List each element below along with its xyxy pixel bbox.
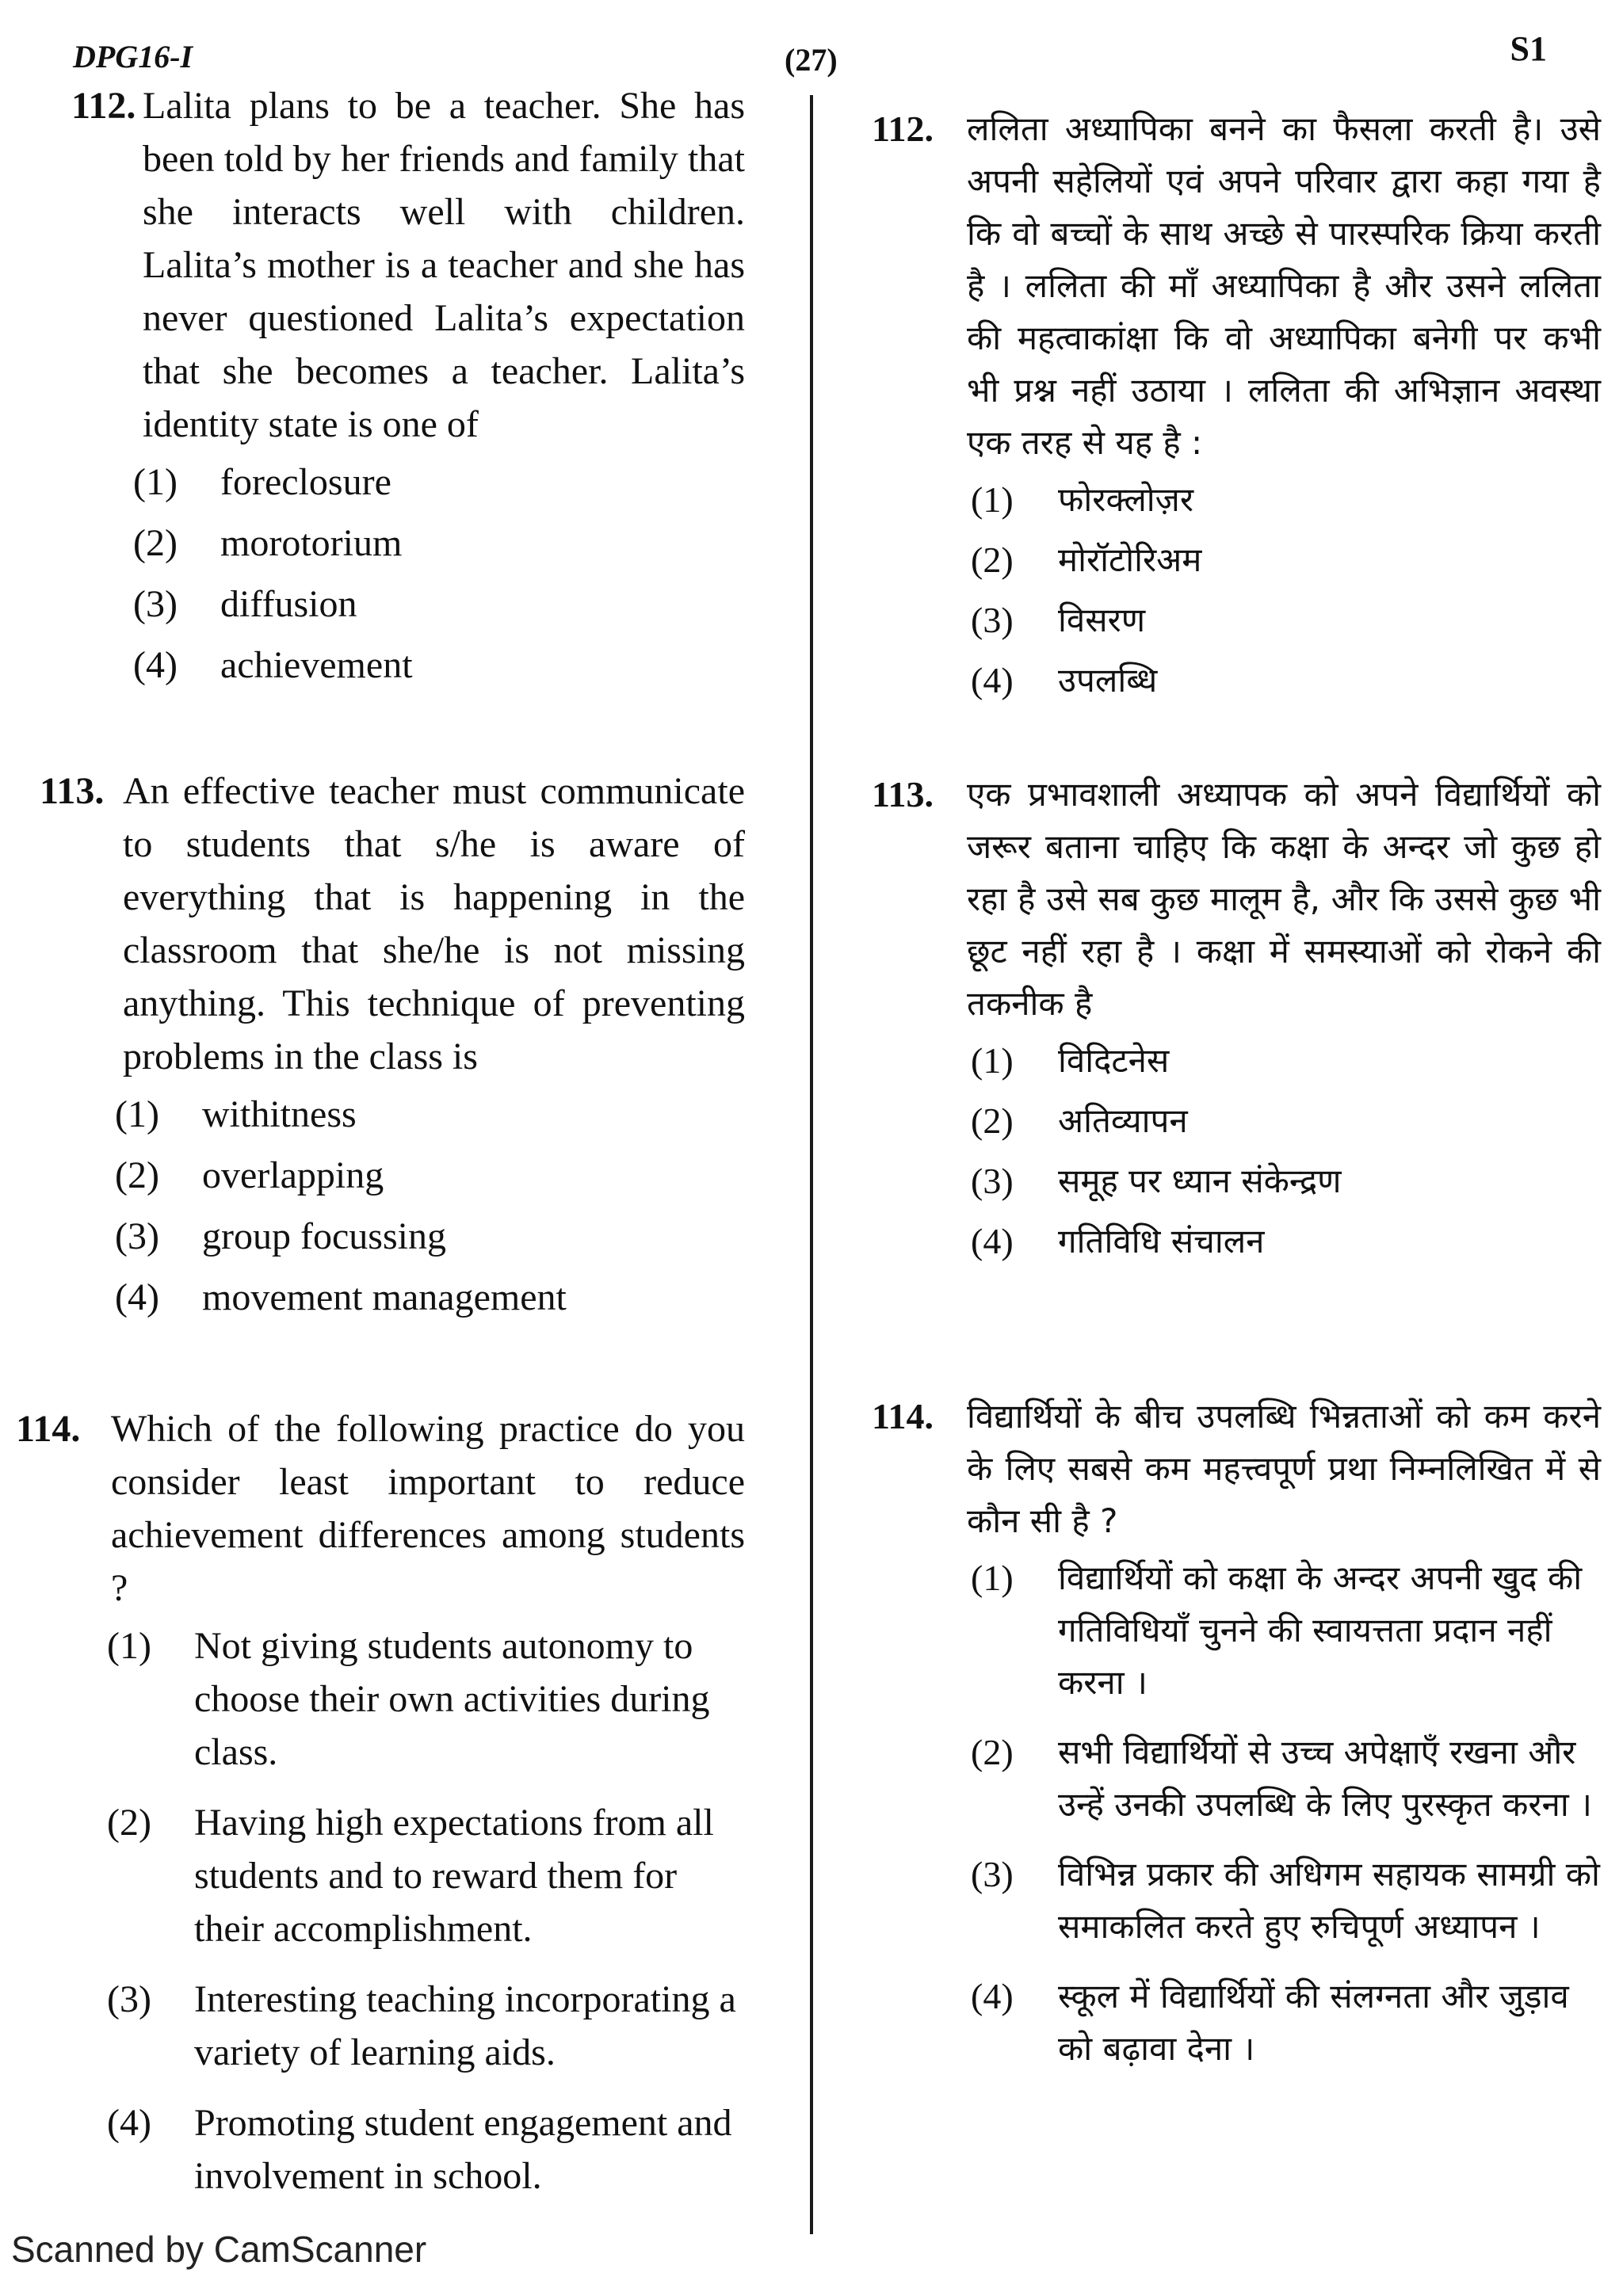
option-number: (4)	[133, 644, 178, 686]
option-text: group focussing	[202, 1215, 446, 1257]
option-4	[115, 1271, 745, 1324]
option-text: फोरक्लोज़र	[1058, 480, 1194, 519]
scanner-watermark: Scanned by CamScanner	[11, 2229, 427, 2270]
options-list	[115, 1088, 745, 1324]
option-3	[971, 1848, 1601, 1953]
option-text: गतिविधि संचालन	[1058, 1222, 1265, 1261]
question-112-en	[32, 79, 745, 700]
option-2	[971, 1095, 1601, 1147]
option-number: (4)	[107, 2102, 151, 2144]
question-112-hi	[872, 103, 1601, 715]
option-text: विभिन्न प्रकार की अधिगम सहायक सामग्री को समाकलित करते हुए रुचिपूर्ण अध्यापन ।	[1058, 1855, 1600, 1946]
set-code: S1	[1510, 29, 1547, 68]
question-number: 112.	[872, 109, 934, 149]
option-4	[971, 654, 1601, 707]
options-list	[133, 456, 745, 692]
option-number: (2)	[971, 540, 1014, 580]
option-number: (3)	[115, 1215, 159, 1257]
option-text: उपलब्धि	[1058, 661, 1158, 700]
option-number: (3)	[971, 600, 1014, 640]
option-1	[107, 1619, 745, 1779]
option-2	[133, 517, 745, 570]
paper-code: DPG16-I	[73, 39, 193, 74]
option-text: अतिव्यापन	[1058, 1101, 1188, 1140]
option-text: Having high expectations from all students and to reward them for their accomplishment.	[194, 1802, 714, 1950]
option-4	[971, 1215, 1601, 1268]
option-text: Promoting student engagement and involvement in school.	[194, 2102, 732, 2197]
option-2	[107, 1796, 745, 1955]
option-number: (1)	[971, 1558, 1014, 1598]
question-number: 114.	[16, 1408, 81, 1450]
question-text: ललिता अध्यापिका बनने का फैसला करती है। उसे अपनी सहेलियों एवं अपने परिवार द्वारा कहा गया है कि वो बच्चों के साथ अच्छे से पारस्परिक क्रिया करती है । ललिता की माँ अध्यापिका है और उसने ललिता की महत्वाकांक्षा कि वो अध्यापिका बनेगी पर कभी भी प्रश्न नहीं उठाया । ललिता की अभिज्ञान अवस्था एक तरह से यह है :	[967, 109, 1601, 462]
options-list	[971, 474, 1601, 707]
question-number: 113.	[872, 774, 934, 814]
option-2	[115, 1149, 745, 1202]
option-2	[971, 1726, 1601, 1831]
option-number: (3)	[971, 1854, 1014, 1894]
option-text: foreclosure	[220, 461, 391, 503]
page-number: (27)	[785, 42, 838, 78]
option-2	[971, 534, 1601, 586]
option-number: (4)	[115, 1276, 159, 1318]
option-number: (1)	[971, 1040, 1014, 1081]
option-text: withitness	[202, 1093, 357, 1135]
option-text: diffusion	[220, 583, 357, 625]
option-1	[971, 474, 1601, 526]
option-text: morotorium	[220, 522, 403, 564]
option-text: achievement	[220, 644, 413, 686]
option-4	[971, 1970, 1601, 2075]
option-4	[107, 2096, 745, 2203]
option-number: (1)	[133, 461, 178, 503]
option-3	[971, 1155, 1601, 1207]
question-114-en	[16, 1402, 745, 2220]
option-number: (4)	[971, 660, 1014, 700]
option-number: (3)	[971, 1161, 1014, 1201]
option-text: स्कूल में विद्यार्थियों की संलग्नता और जुड़ाव को बढ़ावा देना ।	[1058, 1977, 1569, 2068]
option-number: (2)	[971, 1732, 1014, 1772]
option-1	[971, 1552, 1601, 1709]
option-text: सभी विद्यार्थियों से उच्च अपेक्षाएँ रखना और उन्हें उनकी उपलब्धि के लिए पुरस्कृत करना ।	[1058, 1733, 1592, 1824]
question-text: Which of the following practice do you consider least important to reduce achievement differences among students ?	[111, 1408, 745, 1609]
option-1	[971, 1035, 1601, 1087]
question-114-hi	[872, 1390, 1601, 2092]
question-113-hi	[872, 769, 1601, 1276]
question-text: An effective teacher must communicate to students that s/he is aware of everything that is happening in the classroom that she/he is not missing anything. This technique of preventing problems in the class is	[123, 770, 745, 1077]
option-number: (4)	[971, 1221, 1014, 1261]
option-text: overlapping	[202, 1154, 384, 1196]
option-3	[133, 578, 745, 631]
option-number: (3)	[107, 1978, 151, 2020]
option-text: विद्यार्थियों को कक्षा के अन्दर अपनी खुद की गतिविधियाँ चुनने की स्वायत्तता प्रदान नहीं करना ।	[1058, 1558, 1583, 1702]
option-text: समूह पर ध्यान संकेन्द्रण	[1058, 1161, 1342, 1200]
option-number: (1)	[107, 1625, 151, 1667]
question-113-en	[32, 765, 745, 1332]
option-3	[107, 1973, 745, 2079]
question-text: Lalita plans to be a teacher. She has been told by her friends and family that she interacts well with children. Lalita’s mother is a teacher and she has never questioned Lalita’s expectation that she becomes a teacher. Lalita’s identity state is one of	[143, 85, 745, 445]
option-3	[115, 1210, 745, 1263]
option-number: (4)	[971, 1976, 1014, 2016]
column-divider	[810, 95, 813, 2234]
option-text: विदिटनेस	[1058, 1041, 1170, 1080]
option-text: विसरण	[1058, 601, 1146, 639]
options-list	[971, 1035, 1601, 1268]
question-number: 114.	[872, 1396, 934, 1436]
question-text: विद्यार्थियों के बीच उपलब्धि भिन्नताओं को कम करने के लिए सबसे कम महत्त्वपूर्ण प्रथा निम्नलिखित में से कौन सी है ?	[967, 1397, 1601, 1540]
option-text: मोरॉटोरिअम	[1058, 540, 1202, 579]
question-number: 113.	[40, 770, 105, 812]
options-list	[971, 1552, 1601, 2075]
option-1	[133, 456, 745, 509]
option-number: (3)	[133, 583, 178, 625]
option-4	[133, 639, 745, 692]
option-number: (2)	[971, 1100, 1014, 1141]
option-number: (1)	[115, 1093, 159, 1135]
option-3	[971, 594, 1601, 646]
question-text: एक प्रभावशाली अध्यापक को अपने विद्यार्थियों को जरूर बताना चाहिए कि कक्षा के अन्दर जो कुछ हो रहा है उसे सब कुछ मालूम है, और कि उससे कुछ भी छूट नहीं रहा है । कक्षा में समस्याओं को रोकने की तकनीक है	[967, 775, 1601, 1023]
option-text: movement management	[202, 1276, 567, 1318]
option-number: (2)	[133, 522, 178, 564]
option-number: (2)	[107, 1802, 151, 1844]
option-number: (2)	[115, 1154, 159, 1196]
option-number: (1)	[971, 479, 1014, 520]
option-1	[115, 1088, 745, 1141]
options-list	[107, 1619, 745, 2203]
question-number: 112.	[71, 85, 136, 127]
option-text: Interesting teaching incorporating a variety of learning aids.	[194, 1978, 736, 2073]
option-text: Not giving students autonomy to choose their own activities during class.	[194, 1625, 710, 1773]
